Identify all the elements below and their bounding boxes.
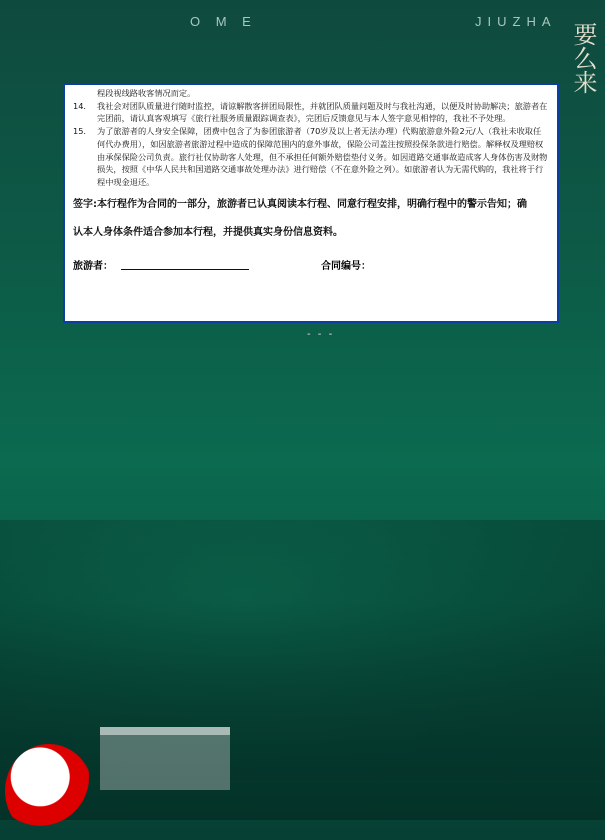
item-text: 为了旅游者的人身安全保障，团费中包含了为参团旅游者（70岁及以上者无法办理）代购旅游意外险2元/人（我社未收取任何代办费用），如因旅游者旅游过程中造成的保障范围内的意外事故，保险公司盖注按照投保条款进行赔偿。解释权及理赔权由承保保险公司负责。旅行社仅协助客人处理，但不承担任何额外赔偿垫付义务。如因道路交通事故造成客人身体伤害及财物损失，按照《中华人民共和国道路交通事故处理办法》进行赔偿（不在意外险之列）。如旅游者认为无需代购的，我社将于行程中现金退还。 xyxy=(97,126,548,187)
background-header-left: O M E xyxy=(190,14,257,29)
document-card xyxy=(63,83,559,323)
background-mountain xyxy=(0,520,605,780)
panda-mascot xyxy=(5,744,93,838)
temple-image xyxy=(100,727,230,790)
tourist-label: 旅游者： xyxy=(73,260,113,272)
list-item xyxy=(73,125,549,189)
item-number: 15. xyxy=(73,126,87,137)
page-dashes: - - - xyxy=(307,329,335,340)
background-mountain-lower xyxy=(0,600,605,820)
signature-line-1: 签字:本行程作为合同的一部分，旅游者已认真阅读本行程、同意行程安排，明确行程中的警示告知；确 xyxy=(73,198,527,210)
list-item xyxy=(73,100,549,125)
contract-label: 合同编号： xyxy=(321,260,371,272)
item-number: 14. xyxy=(73,100,87,111)
item-text: 我社会对团队质量进行随时监控，请谅解散客拼团局限性，并就团队质量问题及时与我社沟通，以便及时协助解决；旅游者在完团前，请认真客观填写《旅行社服务质量跟踪调查表》，完团后反馈意见与本人签字意见相悖的，我社不予处理。 xyxy=(97,100,548,124)
signature-line-2: 认本人身体条件适合参加本行程，并提供真实身份信息资料。 xyxy=(73,226,343,238)
background-header-right: JIUZHA xyxy=(475,14,557,29)
tourist-signature-line xyxy=(121,259,249,270)
intro-line: 程段视线路收客情况而定。 xyxy=(97,88,196,98)
signature-fields xyxy=(73,257,549,272)
calligraphy-logo: 要么来 xyxy=(569,22,597,94)
